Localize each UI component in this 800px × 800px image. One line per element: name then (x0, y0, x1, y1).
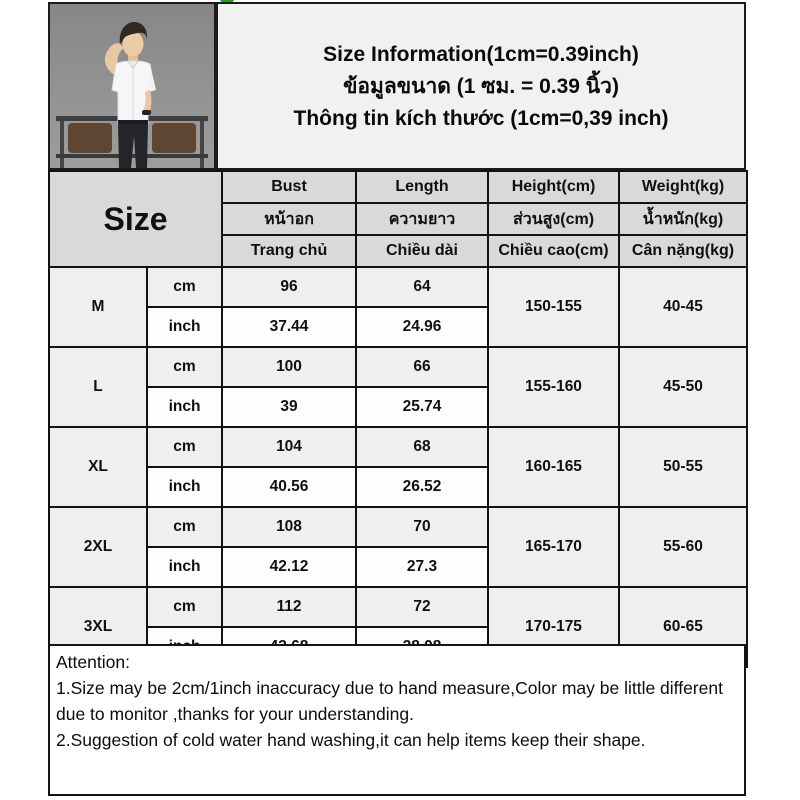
size-row-xl-cm (49, 427, 747, 467)
unit-inch: inch (147, 307, 222, 347)
weight-m: 40-45 (619, 267, 747, 347)
length-cm-3xl: 72 (356, 587, 488, 627)
unit-cm: cm (147, 507, 222, 547)
size-label-m: M (49, 267, 147, 347)
length-cm-2xl: 70 (356, 507, 488, 547)
size-information-title-box (216, 2, 746, 170)
weight-xl: 50-55 (619, 427, 747, 507)
product-photo (48, 2, 216, 170)
weight-2xl: 55-60 (619, 507, 747, 587)
height-2xl: 165-170 (488, 507, 619, 587)
size-row-l-cm (49, 347, 747, 387)
attention-heading: Attention: (56, 652, 130, 672)
size-table (48, 170, 748, 668)
size-label-l: L (49, 347, 147, 427)
header-height-vi: Chiều cao(cm) (488, 235, 619, 267)
model-photo-illustration (50, 4, 214, 168)
header-length-vi: Chiều dài (356, 235, 488, 267)
bust-cm-m: 96 (222, 267, 356, 307)
header-row-en (49, 171, 747, 203)
bust-inch-m: 37.44 (222, 307, 356, 347)
length-cm-l: 66 (356, 347, 488, 387)
title-vietnamese: Thông tin kích thước (1cm=0,39 inch) (293, 107, 669, 130)
header-bust-en: Bust (222, 171, 356, 203)
height-m: 150-155 (488, 267, 619, 347)
weight-l: 45-50 (619, 347, 747, 427)
bust-cm-2xl: 108 (222, 507, 356, 547)
weight-3xl: 60-65 (619, 587, 747, 667)
bust-inch-xl: 40.56 (222, 467, 356, 507)
bust-inch-l: 39 (222, 387, 356, 427)
unit-inch: inch (147, 467, 222, 507)
size-row-m-cm (49, 267, 747, 307)
length-inch-2xl: 27.3 (356, 547, 488, 587)
length-inch-l: 25.74 (356, 387, 488, 427)
unit-inch: inch (147, 547, 222, 587)
header-weight-en: Weight(kg) (619, 171, 747, 203)
header-weight-th: น้ำหนัก(kg) (619, 203, 747, 235)
size-header-cell: Size (49, 171, 222, 267)
height-l: 155-160 (488, 347, 619, 427)
bust-cm-xl: 104 (222, 427, 356, 467)
attention-note-2: 2.Suggestion of cold water hand washing,it can help items keep their shape. (56, 730, 646, 750)
size-label-xl: XL (49, 427, 147, 507)
attention-notes (48, 644, 746, 796)
header-height-th: ส่วนสูง(cm) (488, 203, 619, 235)
height-xl: 160-165 (488, 427, 619, 507)
size-label-3xl: 3XL (49, 587, 147, 667)
header-bust-th: หน้าอก (222, 203, 356, 235)
header-length-en: Length (356, 171, 488, 203)
unit-cm: cm (147, 427, 222, 467)
bust-cm-l: 100 (222, 347, 356, 387)
header-length-th: ความยาว (356, 203, 488, 235)
length-cm-xl: 68 (356, 427, 488, 467)
title-thai: ข้อมูลขนาด (1 ซม. = 0.39 นิ้ว) (343, 75, 619, 98)
header-height-en: Height(cm) (488, 171, 619, 203)
unit-inch: inch (147, 387, 222, 427)
length-cm-m: 64 (356, 267, 488, 307)
bust-cm-3xl: 112 (222, 587, 356, 627)
size-row-3xl-cm (49, 587, 747, 627)
title-english: Size Information(1cm=0.39inch) (323, 43, 639, 66)
attention-note-1: 1.Size may be 2cm/1inch inaccuracy due to hand measure,Color may be little different due to monitor ,thanks for your understanding. (56, 678, 723, 724)
unit-cm: cm (147, 347, 222, 387)
header-bust-vi: Trang chủ (222, 235, 356, 267)
unit-cm: cm (147, 587, 222, 627)
height-3xl: 170-175 (488, 587, 619, 667)
size-row-2xl-cm (49, 507, 747, 547)
header-weight-vi: Cân nặng(kg) (619, 235, 747, 267)
unit-cm: cm (147, 267, 222, 307)
length-inch-m: 24.96 (356, 307, 488, 347)
length-inch-xl: 26.52 (356, 467, 488, 507)
size-label-2xl: 2XL (49, 507, 147, 587)
bust-inch-2xl: 42.12 (222, 547, 356, 587)
